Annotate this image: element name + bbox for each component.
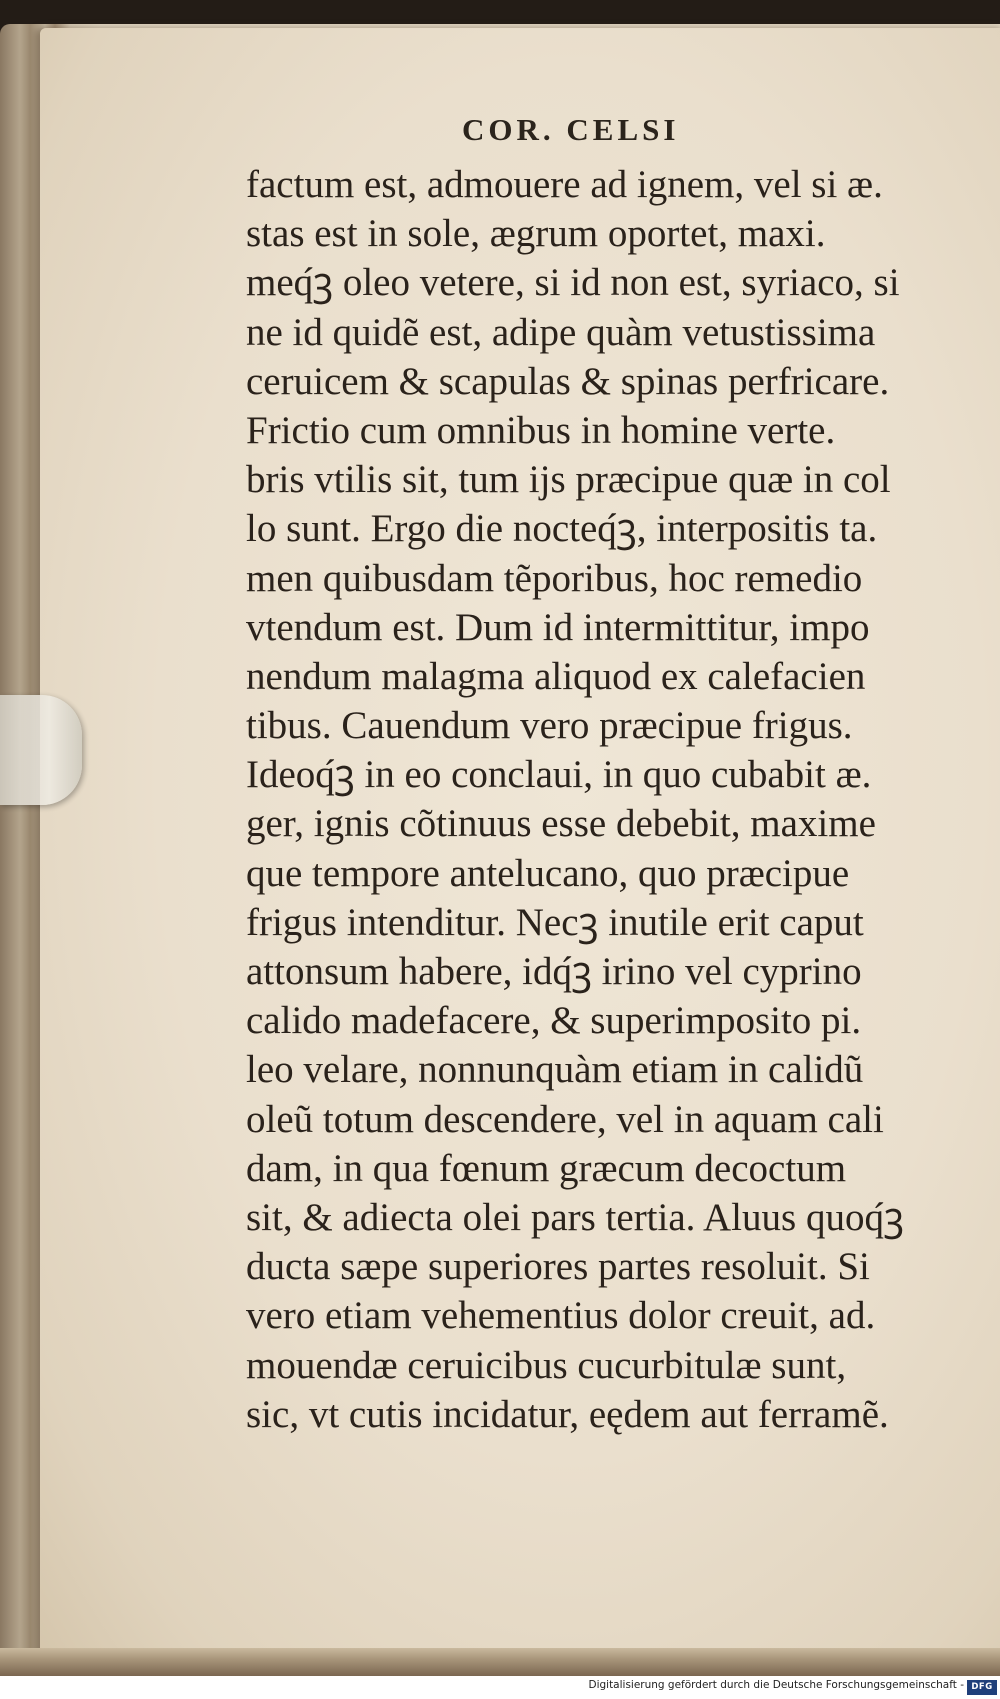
text-line: Ideoq́ꝫ in eo conclaui, in quo cubabit æ. [246, 753, 872, 797]
text-line: ger, ignis cõtinuus esse debebit, maxime [246, 802, 876, 846]
text-line: que tempore antelucano, quo præcipue [246, 851, 850, 895]
text-line: sic, vt cutis incidatur, eędem aut ferramẽ. [246, 1392, 889, 1436]
text-line: attonsum habere, idq́ꝫ irino vel cyprino [246, 950, 862, 993]
text-body [246, 160, 946, 1439]
text-line: Frictio cum omnibus in homine verte. [246, 408, 836, 452]
text-line: ducta sæpe superiores partes resoluit. Si [246, 1245, 870, 1289]
text-line: factum est, admouere ad ignem, vel si æ. [246, 163, 883, 206]
page-clip-icon [0, 695, 82, 805]
text-line: sit, & adiecta olei pars tertia. Aluus quoq́ꝫ [246, 1195, 904, 1239]
text-line: bris vtilis sit, tum ijs præcipue quæ in col [246, 458, 891, 502]
text-line: frigus intenditur. Necꝫ inutile erit caput [246, 900, 864, 944]
dfg-logo: DFG [967, 1680, 997, 1695]
text-line: dam, in qua fœnum græcum decoctum [246, 1146, 847, 1190]
text-line: tibus. Cauendum vero præcipue frigus. [246, 704, 853, 748]
funding-credit: Digitalisierung gefördert durch die Deutsche Forschungsgemeinschaft - [588, 1679, 964, 1691]
text-line: mouendæ ceruicibus cucurbitulæ sunt, [246, 1343, 847, 1387]
text-line: stas est in sole, ægrum oportet, maxi. [246, 212, 826, 256]
text-line: men quibusdam tẽporibus, hoc remedio [246, 556, 863, 600]
running-head: COR. CELSI [462, 112, 680, 147]
text-line: lo sunt. Ergo die nocteq́ꝫ, interpositis ta. [246, 507, 878, 551]
page-bottom-edge [0, 1648, 1000, 1676]
text-line: ne id quidẽ est, adipe quàm vetustissima [246, 310, 876, 354]
text-line: oleũ totum descendere, vel in aquam cali [246, 1097, 884, 1141]
text-line: calido madefacere, & superimposito pi. [246, 999, 862, 1043]
footer-bar [0, 1676, 1000, 1699]
text-line: vero etiam vehementius dolor creuit, ad. [246, 1294, 876, 1338]
text-line: nendum malagma aliquod ex calefacien [246, 654, 866, 698]
text-line: vtendum est. Dum id intermittitur, impo [246, 605, 870, 649]
text-line: leo velare, nonnunquàm etiam in calidũ [246, 1048, 864, 1092]
text-line: ceruicem & scapulas & spinas perfricare. [246, 359, 890, 403]
text-line: meq́ꝫ oleo vetere, si id non est, syriaco, si [246, 261, 900, 305]
